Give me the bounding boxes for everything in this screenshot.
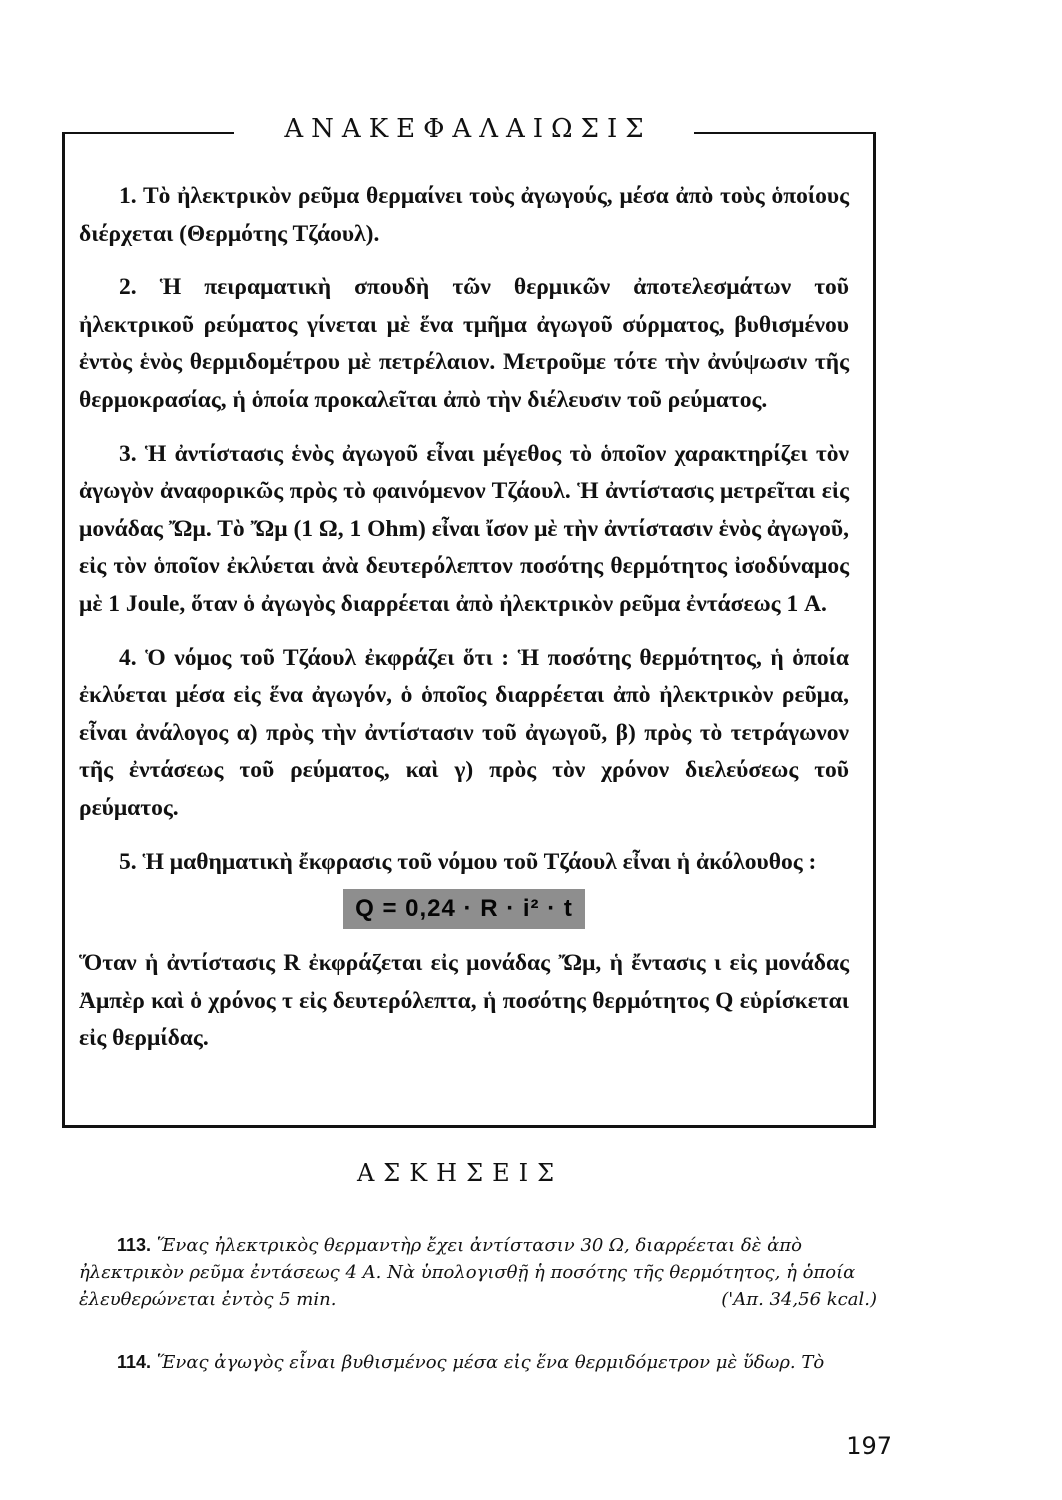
exercise-line [79, 1286, 879, 1313]
exercise-answer: ('Απ. 34,56 kcal.) [721, 1289, 877, 1310]
exercise-number: 114. [117, 1352, 152, 1372]
summary-item-4: 4. Ὁ νόμος τοῦ Τζάουλ ἐκφράζει ὅτι : Ἡ ποσότης θερμότητος, ἡ ὁποία ἐκλύεται μέσα εἰς ἕνα ἀγωγόν, ὁ ὁποῖος διαρρέεται ἀπὸ ἠλεκτρικὸν ρεῦμα, εἶναι ἀνάλογος α) πρὸς τὴν ἀντίστασιν τοῦ ἀγωγοῦ, β) πρὸς τὸ τετράγωνον τῆς ἐντάσεως τοῦ ρεύματος, καὶ γ) πρὸς τὸν χρόνον διελεύσεως τοῦ ρεύματος. [79, 644, 849, 821]
exercise-text: Ἕνας ἀγωγὸς εἶναι βυθισμένος μέσα εἰς ἕνα θερμιδόμετρον μὲ ὕδωρ. Τὸ [156, 1352, 825, 1373]
exercise-113 [79, 1232, 879, 1312]
joule-law-formula: Q = 0,24 · R · i² · t [343, 889, 585, 929]
exercise-text: ἠλεκτρικὸν ρεῦμα ἐντάσεως 4 A. Νὰ ὑπολογισθῇ ἡ ποσότης τῆς θερμότητος, ἡ ὁποία [79, 1262, 856, 1283]
exercise-text: ἐλευθερώνεται ἐντὸς 5 min. [79, 1289, 337, 1310]
exercise-number: 113. [117, 1235, 152, 1255]
formula-container [79, 889, 849, 935]
summary-item-5: 5. Ἡ μαθηματικὴ ἔκφρασις τοῦ νόμου τοῦ Τζάουλ εἶναι ἡ ἀκόλουθος : [119, 848, 817, 875]
summary-item-1: 1. Τὸ ἠλεκτρικὸν ρεῦμα θερμαίνει τοὺς ἀγωγούς, μέσα ἀπὸ τοὺς ὁποίους διέρχεται (Θερμότης Τζάουλ). [79, 183, 849, 247]
summary-text [79, 178, 849, 1058]
page-number: 197 [846, 1432, 892, 1460]
exercise-line [79, 1232, 879, 1259]
summary-closing: Ὅταν ἡ ἀντίστασις R ἐκφράζεται εἰς μονάδας Ὤμ, ἡ ἔντασις ι εἰς μονάδας Ἀμπὲρ καὶ ὁ χρόνος τ εἰς δευτερόλεπτα, ἡ ποσότης θερμότητος Q εὑρίσκεται εἰς θερμίδας. [79, 950, 849, 1052]
exercises-title: ΑΣΚΗΣΕΙΣ [356, 1159, 564, 1187]
exercise-line [79, 1259, 879, 1286]
exercise-114 [79, 1349, 879, 1379]
summary-title: ΑΝΑΚΕΦΑΛΑΙΩΣΙΣ [284, 114, 652, 144]
exercise-text: Ἕνας ἠλεκτρικὸς θερμαντὴρ ἔχει ἀντίστασιν 30 Ω, διαρρέεται δὲ ἀπὸ [156, 1235, 802, 1256]
summary-item-2: 2. Ἡ πειραματικὴ σπουδὴ τῶν θερμικῶν ἀποτελεσμάτων τοῦ ἠλεκτρικοῦ ρεύματος γίνεται μὲ ἕνα τμῆμα ἀγωγοῦ σύρματος, βυθισμένου ἐντὸς ἑνὸς θερμιδομέτρου μὲ πετρέλαιον. Μετροῦμε τότε τὴν ἀνύψωσιν τῆς θερμοκρασίας, ἡ ὁποία προκαλεῖται ἀπὸ τὴν διέλευσιν τοῦ ρεύματος. [79, 274, 849, 413]
exercise-line [79, 1349, 879, 1376]
summary-item-3: 3. Ἡ ἀντίστασις ἑνὸς ἀγωγοῦ εἶναι μέγεθος τὸ ὁποῖον χαρακτηρίζει τὸν ἀγωγὸν ἀναφορικῶς πρὸς τὸ φαινόμενον Τζάουλ. Ἡ ἀντίστασις μετρεῖται εἰς μονάδας Ὤμ. Τὸ Ὤμ (1 Ω, 1 Ohm) εἶναι ἴσον μὲ τὴν ἀντίστασιν ἑνὸς ἀγωγοῦ, εἰς τὸν ὁποῖον ἐκλύεται ἀνὰ δευτερόλεπτον ποσότης θερμότητος ἰσοδύναμος μὲ 1 Joule, ὅταν ὁ ἀγωγὸς διαρρέεται ἀπὸ ἠλεκτρικὸν ρεῦμα ἐντάσεως 1 A. [79, 440, 849, 617]
